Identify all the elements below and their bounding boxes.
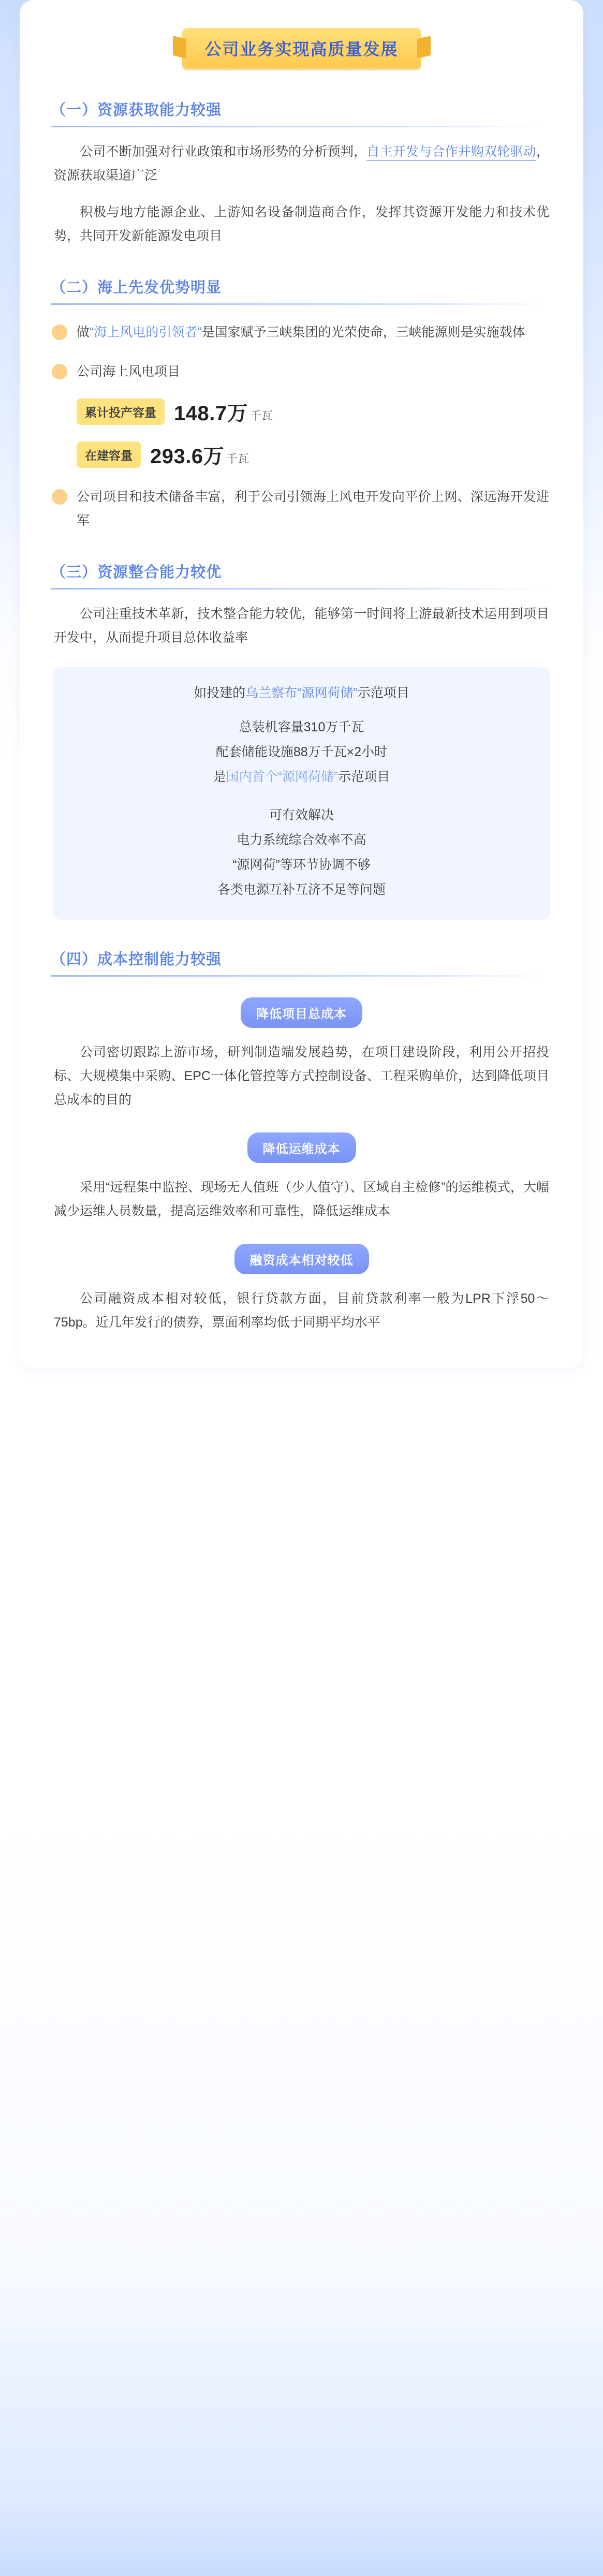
panel-line: 总装机容量310万千瓦 xyxy=(239,720,364,734)
list-item xyxy=(20,360,583,384)
subsection-2-paragraph xyxy=(20,1175,583,1223)
panel-line xyxy=(66,764,537,789)
bullet-text: 公司项目和技术储备丰富，利于公司引领海上风电开发向平价上网、深远海开发进军 xyxy=(77,490,549,528)
section-2-heading: （二）海上先发优势明显 xyxy=(51,279,222,296)
bullet-dot-icon xyxy=(52,325,67,340)
text-run: 示范项目 xyxy=(357,686,409,700)
section-1-heading-wrap xyxy=(20,98,583,127)
panel-line: 电力系统综合效率不高 xyxy=(237,833,366,847)
capacity-tag: 在建容量 xyxy=(77,441,141,468)
text-run: 公司融资成本相对较低，银行贷款方面，目前贷款利率一般为LPR下浮50～75bp。近几年发行的债券，票面利率均低于同期平均水平 xyxy=(54,1291,549,1330)
list-item xyxy=(20,485,583,533)
section-1-heading: （一）资源获取能力较强 xyxy=(51,102,222,119)
text-run: 做 xyxy=(77,325,90,340)
panel-divider xyxy=(66,789,537,803)
capacity-unit: 千瓦 xyxy=(250,409,273,422)
section-1-paragraph-1 xyxy=(20,140,583,187)
pill-label-reduce-total-cost: 降低项目总成本 xyxy=(241,997,362,1028)
subsection-1-pill-wrap xyxy=(20,997,583,1028)
page-title: 公司业务实现高质量发展 xyxy=(182,28,421,68)
panel-line: 可有效解决 xyxy=(269,808,334,822)
bullet-text xyxy=(77,320,525,344)
text-run: 公司密切跟踪上游市场，研判制造端发展趋势，在项目建设阶段，利用公开招投标、大规模集中采购、EPC一体化管控等方式控制设备、工程采购单价，达到降低项目总成本的目的 xyxy=(54,1045,549,1107)
subsection-3-paragraph xyxy=(20,1287,583,1334)
capacity-value: 293.6万 xyxy=(150,445,225,468)
bullet-dot-icon xyxy=(52,489,67,505)
list-item xyxy=(20,320,583,344)
text-run-highlight: 乌兰察布“源网荷储” xyxy=(245,686,358,700)
section-3-heading-wrap xyxy=(20,561,583,590)
section-3-underline xyxy=(51,588,552,590)
text-run: ，资源获取渠道广泛 xyxy=(54,144,549,183)
highlight-panel xyxy=(53,667,550,920)
bullet-text: 公司海上风电项目 xyxy=(77,364,181,379)
pill-label-financing-cost: 融资成本相对较低 xyxy=(234,1244,369,1274)
subsection-3-pill-wrap xyxy=(20,1244,583,1274)
section-4-heading: （四）成本控制能力较强 xyxy=(51,951,222,968)
text-run: 示范项目 xyxy=(338,770,390,784)
text-run: 是国家赋予三峡集团的光荣使命，三峡能源则是实施载体 xyxy=(201,325,525,340)
content-card xyxy=(20,0,583,1368)
section-4-heading-wrap xyxy=(20,948,583,977)
section-1-paragraph-2 xyxy=(20,200,583,248)
panel-title xyxy=(66,683,537,701)
section-1-underline xyxy=(51,126,552,127)
panel-line: 配套储能设施88万千瓦×2小时 xyxy=(215,745,388,759)
text-run-underline: 自主开发与合作并购双轮驱动 xyxy=(366,144,536,161)
text-run: 公司注重技术革新，技术整合能力较优，能够第一时间将上游最新技术运用到项目开发中，从而提升项目总体收益率 xyxy=(54,607,549,645)
section-3-paragraph-1 xyxy=(20,602,583,650)
panel-line: “源网荷”等环节协调不够 xyxy=(232,858,371,872)
text-run: 采用“远程集中监控、现场无人值班（少人值守）、区域自主检修”的运维模式，大幅减少运维人员数量，提高运维效率和可靠性，降低运维成本 xyxy=(54,1180,549,1218)
section-2-heading-wrap xyxy=(20,276,583,305)
capacity-unit: 千瓦 xyxy=(226,452,249,465)
capacity-row xyxy=(77,440,549,469)
section-4-underline xyxy=(51,975,552,977)
section-3-heading: （三）资源整合能力较优 xyxy=(51,564,222,581)
panel-line: 各类电源互补互济不足等问题 xyxy=(217,882,386,897)
pill-label-reduce-om-cost: 降低运维成本 xyxy=(247,1132,356,1163)
bullet-dot-icon xyxy=(52,364,67,379)
capacity-row xyxy=(77,397,549,426)
capacity-value: 148.7万 xyxy=(174,402,248,425)
section-2-underline xyxy=(51,303,552,305)
text-run: 公司不断加强对行业政策和市场形势的分析预判， xyxy=(80,144,367,159)
text-run-highlight: 国内首个“源网荷储” xyxy=(226,770,339,784)
text-run: 是 xyxy=(213,770,226,784)
capacity-block xyxy=(20,397,583,469)
capacity-tag: 累计投产容量 xyxy=(77,399,165,425)
text-run-quote: “海上风电的引领者” xyxy=(90,325,202,340)
banner-area xyxy=(20,5,583,83)
text-run: 积极与地方能源企业、上游知名设备制造商合作，发挥其资源开发能力和技术优势，共同开发新能源发电项目 xyxy=(54,205,549,243)
subsection-2-pill-wrap xyxy=(20,1132,583,1163)
subsection-1-paragraph xyxy=(20,1040,583,1112)
text-run: 如投建的 xyxy=(194,686,246,700)
